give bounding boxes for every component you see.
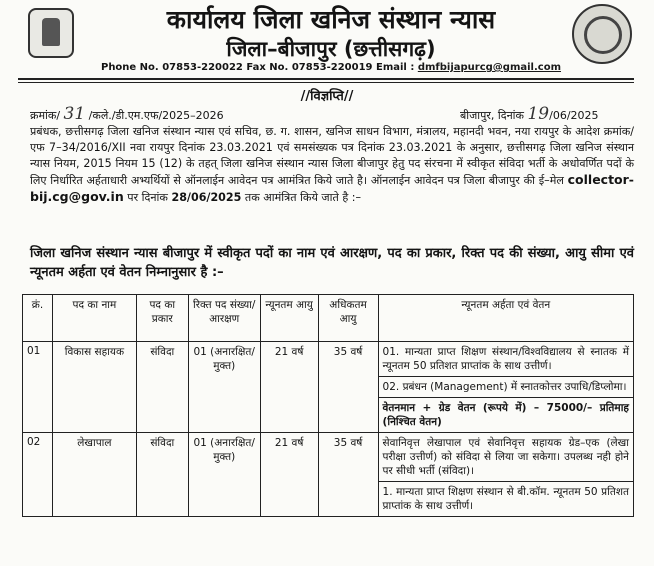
posts-table	[22, 294, 634, 517]
office-email-link[interactable]: dmfbijapurcg@gmail.com	[417, 62, 561, 73]
notice-date: बीजापुर, दिनांक 19/06/2025	[460, 104, 599, 124]
collector-email[interactable]: collector-bij.cg@gov.in	[30, 172, 634, 204]
pay-scale: वेतनमान + ग्रेड वेतन (रूपये में) – 75000/– प्रतिमाह (निश्चित वेतन)	[379, 397, 633, 432]
notice-paragraph-2: जिला खनिज संस्थान न्यास बीजापुर में स्वीकृत पदों का नाम एवं आरक्षण, पद का प्रकार, रिक्त पद की संख्या, आयु सीमा एवं न्यूनतम अर्हता एवं वेतन निम्नानुसार है :–	[30, 246, 634, 280]
cell-post-type: संविदा	[136, 342, 188, 433]
cell-max-age: 35 वर्ष	[318, 342, 378, 433]
district-seal	[572, 4, 632, 64]
qualification-item: 1. मान्यता प्राप्त शिक्षण संस्थान से बी.कॉम. न्यूनतम 50 प्रतिशत प्राप्तांक के साथ उत्तीर्ण।	[379, 481, 633, 516]
header-divider	[18, 78, 634, 83]
col-post-name: पद का नाम	[52, 295, 136, 342]
cell-vacancy: 01 (अनारक्षित/मुक्त)	[188, 342, 260, 433]
col-post-type: पद का प्रकार	[136, 295, 188, 342]
contact-prefix: Phone No. 07853-220022 Fax No. 07853-220019 Email :	[100, 62, 415, 73]
reference-number: क्रमांक/ 31 /कले./डी.एम.एफ/2025–2026	[30, 104, 224, 124]
date-handwritten: 19	[527, 104, 550, 124]
government-emblem	[28, 8, 74, 58]
cell-min-age: 21 वर्ष	[260, 433, 318, 517]
col-min-age: न्यूनतम आयु	[260, 295, 318, 342]
cell-post-name: विकास सहायक	[52, 342, 136, 433]
col-vacancy: रिक्त पद संख्या/आरक्षण	[188, 295, 260, 342]
col-serial: क्रं.	[23, 295, 53, 342]
table-header-row	[23, 295, 634, 342]
cell-vacancy: 01 (अनारक्षित/मुक्त)	[188, 433, 260, 517]
table-row	[23, 433, 634, 517]
last-date: 28/06/2025	[171, 191, 242, 204]
contact-line	[96, 62, 566, 73]
cell-min-age: 21 वर्ष	[260, 342, 318, 433]
cell-serial: 01	[23, 342, 53, 433]
qualification-item: सेवानिवृत्त लेखापाल एवं सेवानिवृत्त सहायक ग्रेड–एक (लेखा परीक्षा उत्तीर्ण) को संविदा से लिया जा सकेगा। उपलब्ध नही होने पर सीधी भर्ती (संविदा)।	[382, 437, 629, 477]
cell-post-type: संविदा	[136, 433, 188, 517]
ref-handwritten: 31	[63, 104, 86, 124]
col-max-age: अधिकतम आयु	[318, 295, 378, 342]
notice-paragraph-1: प्रबंधक, छत्तीसगढ़ जिला खनिज संस्थान न्यास एवं सचिव, छ. ग. शासन, खनिज साधन विभाग, मंत्रालय, महानदी भवन, नया रायपुर के आदेश क्रमांक/एफ 7–34/2016/XII नवा रायपुर दिनांक 23.03.2021 एवं समसंख्यक पत्र दिनांक 23.03.2021 के अनुसार, छत्तीसगढ़ जिला खनिज संस्थान न्यास नियम, 2015 नियम 15 (12) के तहत् जिला खनिज संस्थान न्यास जिला बीजापुर हेतु पद संरचना में स्वीकृत संविदा भर्ती के अधोवर्णित पदों के लिए निर्धारित अर्हताधारी अभ्यर्थियों से ऑनलाईन आवेदन पत्र आमंत्रित किये जाते है। ऑनलाईन आवेदन पत्र जिला बीजापुर की ई–मेल collector-bij.cg@gov.in पर दिनांक 28/06/2025 तक आमंत्रित किये जाते है :–	[30, 125, 634, 204]
cell-qualification	[378, 433, 633, 517]
cell-post-name: लेखापाल	[52, 433, 136, 517]
office-title: कार्यालय जिला खनिज संस्थान न्यास	[166, 5, 496, 34]
qualification-item: 01. मान्यता प्राप्त शिक्षण संस्थान/विश्वविद्यालय से स्नातक में न्यूनतम 50 प्रतिशत प्राप्तांक के साथ उत्तीर्ण।	[382, 346, 629, 372]
qualification-item: 02. प्रबंधन (Management) में स्नातकोत्तर उपाधि/डिप्लोमा।	[379, 376, 633, 397]
cell-max-age: 35 वर्ष	[318, 433, 378, 517]
cell-serial: 02	[23, 433, 53, 517]
district-title: जिला–बीजापुर (छत्तीसगढ़)	[226, 37, 436, 61]
notice-heading: //विज्ञप्ति//	[300, 89, 354, 104]
table-row	[23, 342, 634, 433]
cell-qualification	[378, 342, 633, 433]
col-qualification: न्यूनतम अर्हता एवं वेतन	[378, 295, 633, 342]
